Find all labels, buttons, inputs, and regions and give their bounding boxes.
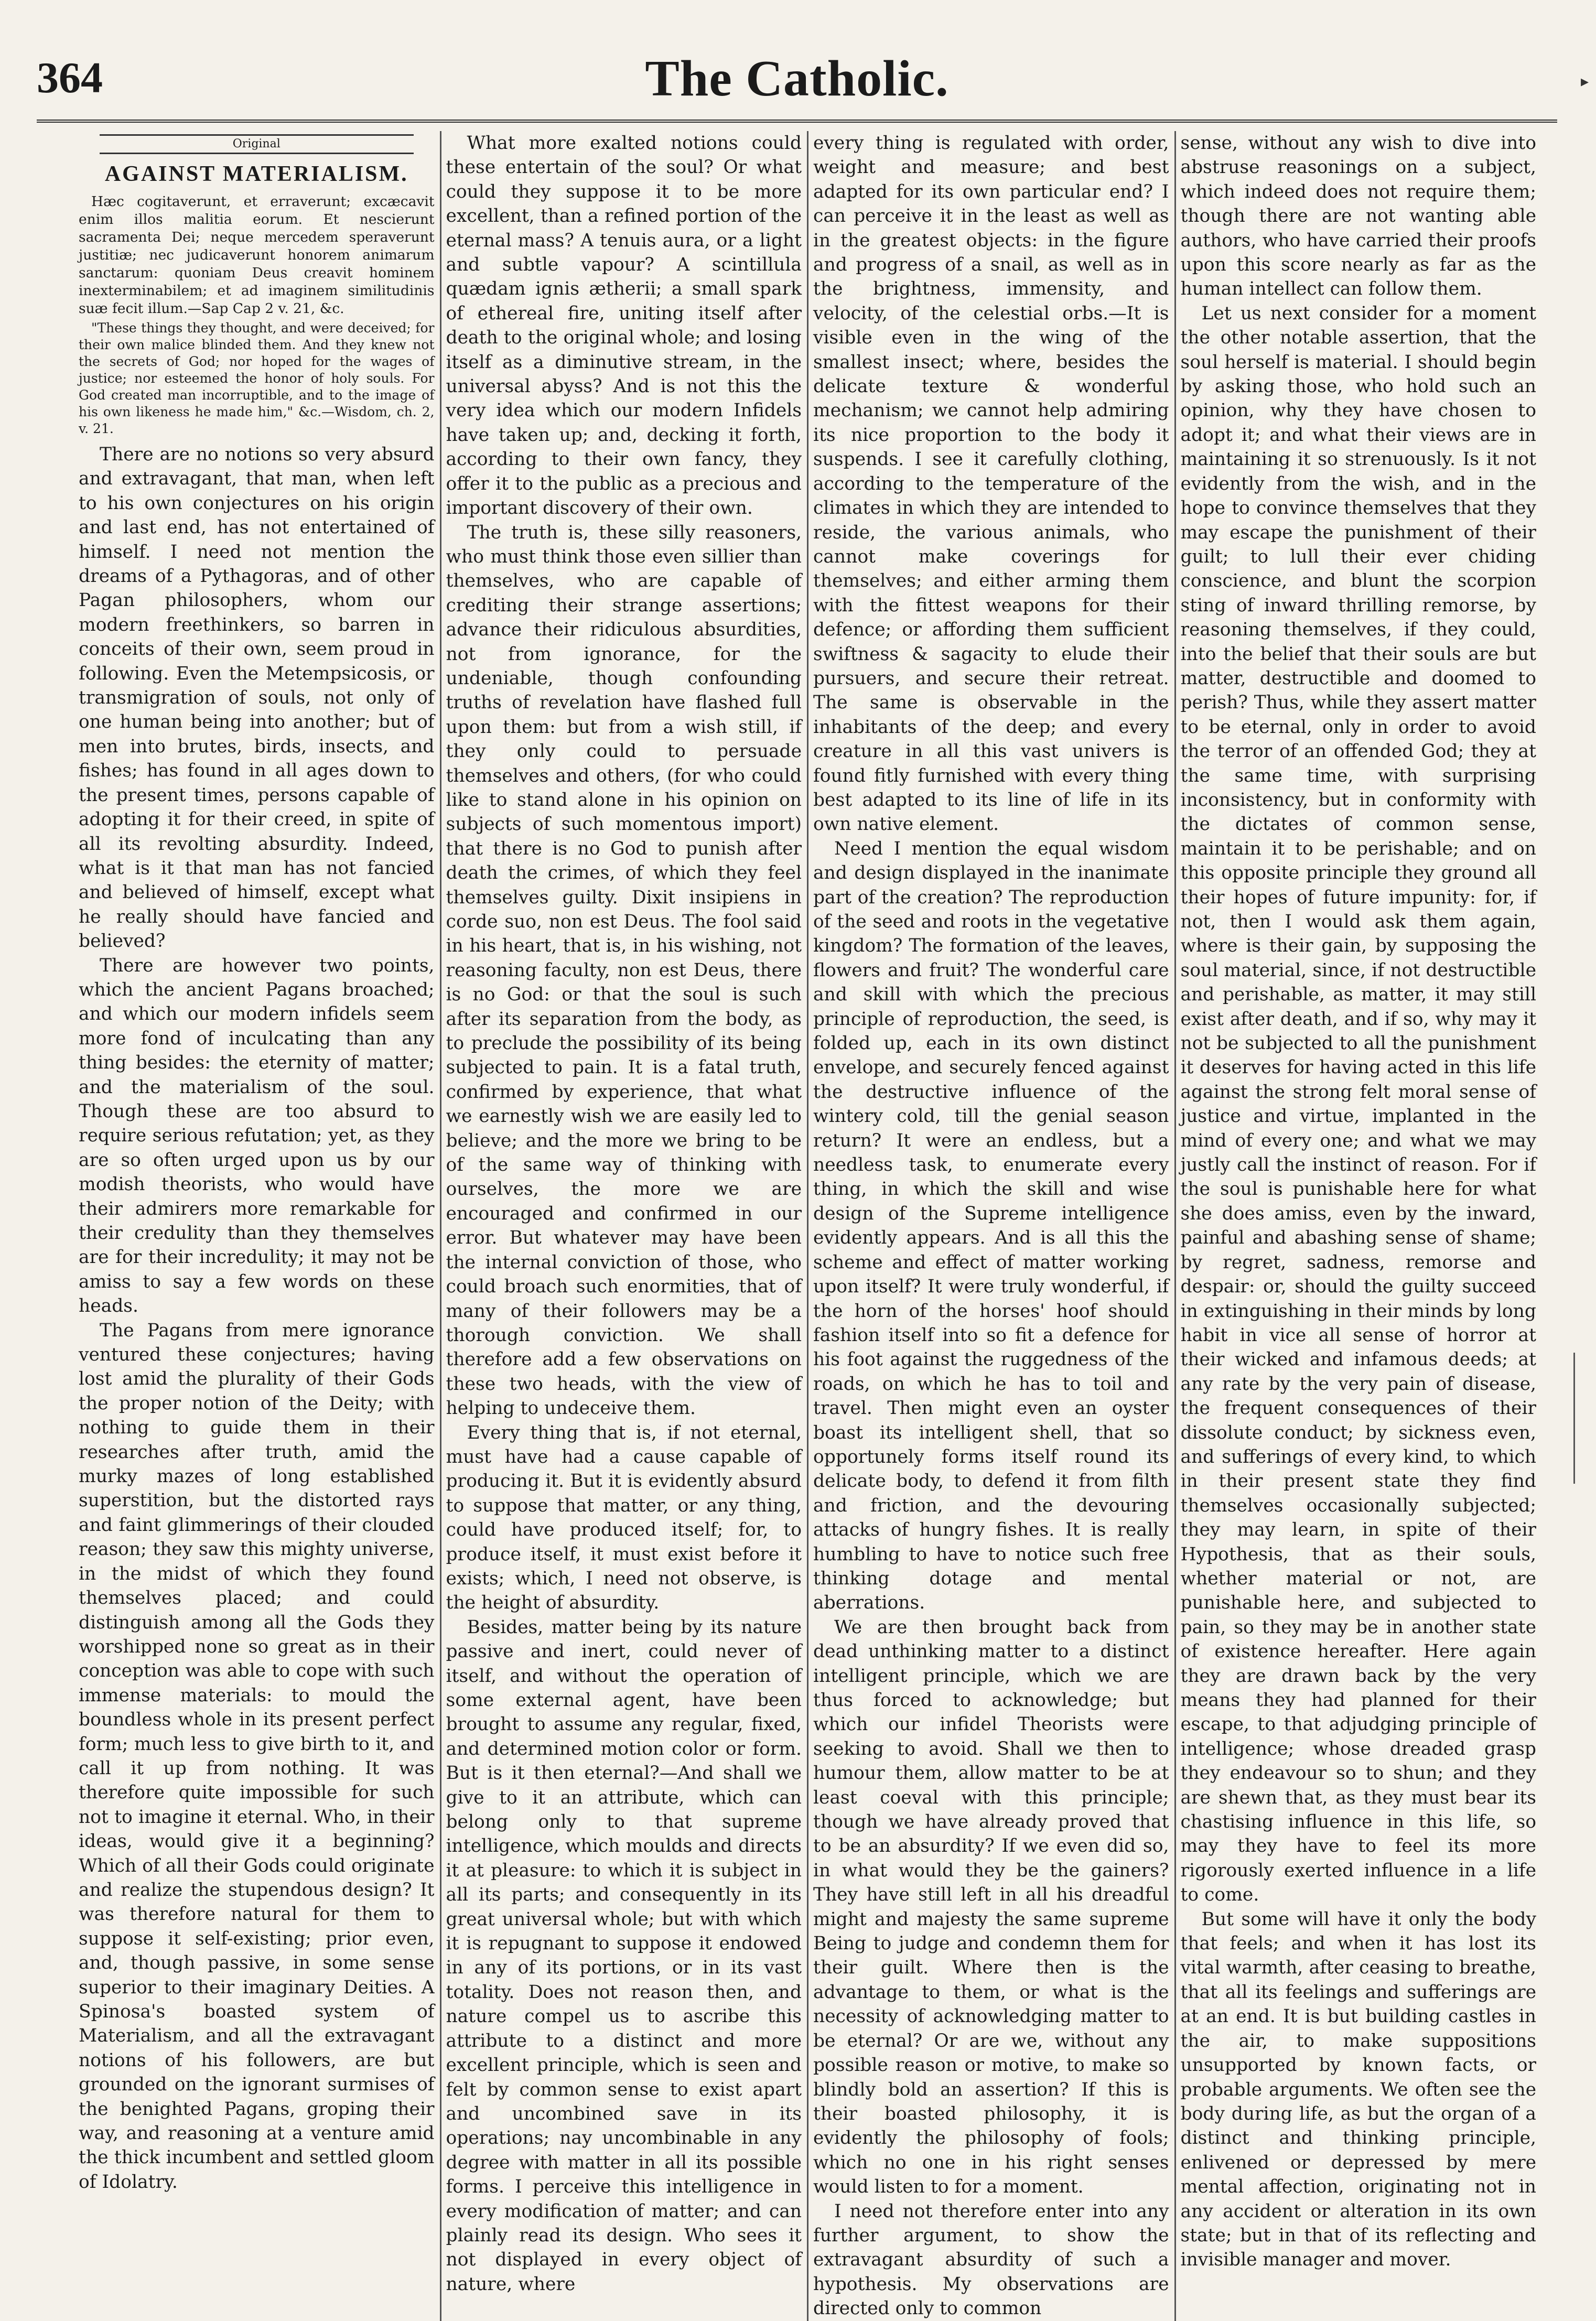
column-3 [813,131,1169,2321]
margin-mark: ▸ [1580,72,1589,91]
paragraph: Besides, matter being by its nature passive and inert, could never of itself, and without the operation of some external agent, have been brought to assume any regular, fixed, and determined motion color or form. But is it then eternal?—And shall we give to it an attribute, which can belong only to that supreme intelligence, which moulds and directs it at pleasure: to which it is subject in all its parts; and consequently in its great universal whole; but with which it is repugnant to suppose it endowed in any of its portions, or in its vast totality. Does not reason then, and nature compel us to ascribe this attribute to a distinct and more excellent principle, which is seen and felt by common sense to exist apart and uncombined save in its operations; nay uncombinable in any degree with matter in all its possible forms. I perceive this intelligence in every modification of matter; and can plainly read its design. Who sees it not displayed in every object of nature, where [446,1616,802,2295]
paragraph: Let us next consider for a moment the other notable assertion, that the soul herself is material. I should begin by asking those, who hold such an opinion, why they have chosen to adopt it; and what their views are in maintaining it so strenuously. Is it not evidently from the wish, and in the hope to convince themselves that they may escape the punishment of their guilt; to lull their ever chiding conscience, and blunt the scorpion sting of inward thrilling remorse, by reasoning themselves, if they could, into the belief that their souls are but matter, destructible and doomed to perish? Thus, while they assert matter to be eternal, only in order to avoid the terror of an offended God; they at the same time, with surprising inconsistency, but in conformity with the dictates of common sense, maintain it to be perishable; and on this opposite principle they ground all their hopes of future impunity: for, if not, then I would ask them again, where is their gain, by supposing the soul material, since, if not destructible and perishable, as matter, it may still exist after death, and if so, why may it not be subjected to all the punishment it deserves for having acted in this life against the strong felt moral sense of justice and virtue, implanted in the mind of every one; and what we may justly call the instinct of reason. For if the soul is punishable here for what she does amiss, even by the inward, painful and abashing sense of shame; by regret, sadness, remorse and despair: or, should the guilty succeed in extinguishing in their minds by long habit in vice all sense of horror at their wicked and infamous deeds; at any rate by the very pain of disease, the frequent consequences of their dissolute conduct; by sickness even, and sufferings of every kind, to which in their present state they find themselves occasionally subjected; they may learn, in spite of their Hypothesis, that as their souls, whether material or not, are punishable here, and subjected to pain, so they may be in another state of existence hereafter. Here again they are drawn back by the very means they had planned for their escape, to that adjudging principle of intelligence; whose dreaded grasp they endeavour so to shun; and they are shewn that, as they must bear its chastising influence in this life, so may they have to feel its more rigorously exerted influence in a life to come. [1180,303,1536,1906]
page-number: 364 [37,53,103,102]
paragraph: every thing is regulated with order, weight and measure; and best adapted for its own particular end? I can perceive it in the least as well as in the greatest objects: in the figure and progress of a snail, as well as in the brightness, immensity, and velocity, of the celestial orbs.—It is visible even in the wing of the smallest insect; where, besides the delicate texture & wonderful mechanism; we cannot help admiring its nice proportion to the body it suspends. I see it carefully clothing, according to the temperature of the climates in which they are intended to reside, the various animals, who cannot make coverings for themselves; and either arming them with the fittest weapons for their defence; or affording them sufficient swiftness & sagacity to elude their pursuers, and secure their retreat. The same is observable in the inhabitants of the deep; and every creature in all this vast univers is found fitly furnished with every thing best adapted to its line of life in its own native element. [813,133,1169,835]
text-columns [79,131,1536,2319]
masthead-title: The Catholic. [645,50,949,107]
paragraph: sense, without any wish to dive into abstruse reasonings on a subject, which indeed does not require them; though there are not wanting able authors, who have carried their proofs upon this score nearly as far as the human intellect can follow them. [1180,133,1536,300]
article-title: AGAINST MATERIALISM. [104,162,408,186]
paragraph: I need not therefore enter into any further argument, to show the extravagant absurdity of such a hypothesis. My observations are directed only to common [813,2200,1169,2319]
paragraph: There are however two points, which the ancient Pagans broached; and which our modern infidels seem more fond of inculcating than any thing besides: the eternity of matter; and the materialism of the soul. Though these are too absurd to require serious refutation; yet, as they are so often urged upon us by our modish theorists, who would have their admirers more remarkable for their credulity than they themselves are for their incredulity; it may not be amiss to say a few words on these heads. [79,955,435,1317]
header-rule [37,120,1557,123]
paragraph: There are no notions so very absurd and extravagant, that man, when left to his own conjectures on his origin and last end, has not entertained of himself. I need not mention the dreams of a Pythagoras, and of other Pagan philosophers, whom our modern freethinkers, so barren in conceits of their own, seem proud in following. Even the Metempsicosis, or transmigration of souls, not only of one human being into another; but of men into brutes, birds, insects, and fishes; has found in all ages down to the present times, persons capable of adopting it for their creed, in spite of all its revolting absurdity. Indeed, what is it that man has not fancied and believed of himself, except what he really should have fancied and believed? [79,444,435,952]
epigraph [79,193,435,437]
paragraph: What more exalted notions could these entertain of the soul? Or what could they suppose it to be more excellent, than a refined portion of the eternal mass? A tenuis aura, or a light and subtle vapour? A scintillula quædam ignis ætherii; a small spark of ethereal fire, uniting itself after death to the original whole; and losing itself as a diminutive stream, in the universal abyss? And is not this the very idea which our modern Infidels have taken up; and, decking it forth, according to their own fancy, they offer it to the public as a precious and important discovery of their own. [446,133,802,519]
paragraph: Every thing that is, if not eternal, must have had a cause capable of producing it. But it is evidently absurd to suppose that matter, or any thing, could have produced itself; for, to produce itself, it must exist before it exists; which, I need not observe, is the height of absurdity. [446,1422,802,1614]
epigraph-translation: "These things they thought, and were deceived; for their own malice blinded them. And they knew not the secrets of God; nor hoped for the wages of justice; nor esteemed the honor of holy souls. For God created man incorruptible, and to the image of his own likeness he made him," &c.—Wisdom, ch. 2, v. 21. [79,320,435,436]
column-4 [1181,131,1537,2321]
column-2 [446,131,802,2321]
paragraph: The Pagans from mere ignorance ventured these conjectures; having lost amid the plurality of their Gods the proper notion of the Deity; with nothing to guide them in their researches after truth, amid the murky mazes of long established superstition, but the distorted rays and faint glimmerings of their clouded reason; they saw this mighty universe, in the midst of which they found themselves placed; and could distinguish among all the Gods they worshipped none so great as in their conception was able to cope with such immense materials: to mould the boundless whole in its present perfect form; much less to give birth to it, and call it up from nothing. It was therefore quite impossible for such not to imagine it eternal. Who, in their ideas, would give it a beginning? Which of all their Gods could originate and realize the stupendous design? It was therefore natural for them to suppose it self-existing; prior even, and, though passive, in some sense superior to their imaginary Deities. A Spinosa's boasted system of Materialism, and all the extravagant notions of his followers, are but grounded on the ignorant surmises of the benighted Pagans, groping their way, and reasoning at a venture amid the thick incumbent and settled gloom of Idolatry. [79,1320,435,2193]
epigraph-latin: Hæc cogitaverunt, et erraverunt; excæcavit enim illos malitia eorum. Et nescierunt sacramenta Dei; neque mercedem speraverunt justitiæ; nec judicaverunt honorem animarum sanctarum: quoniam Deus creavit hominem inexterminabilem; et ad imaginem similitudinis suæ fecit illum.—Sap Cap 2 v. 21, &c. [79,193,435,317]
paragraph: We are then brought back from dead unthinking matter to a distinct intelligent principle, which we are thus forced to acknowledge; but which our infidel Theorists were seeking to avoid. Shall we then to humour them, allow matter to be at least coeval with this principle; though we have already proved that to be an absurdity? If we even did so, in what would they be the gainers? They have still left in all his dreadful might and majesty the same supreme Being to judge and condemn them for their guilt. Where then is the advantage to them, or what is the necessity of acknowledging matter to be eternal? Or are we, without any possible reason or motive, to make so blindly bold an assertion? If this is their boasted philosophy, it is evidently the philosophy of fools; which no one in his right senses would listen to for a moment. [813,1616,1169,2198]
paragraph: The truth is, these silly reasoners, who must think those even sillier than themselves, who are capable of crediting their strange assertions; advance their ridiculous absurdities, not from ignorance, for the undeniable, though confounding truths of revelation have flashed full upon them: but from a wish still, if they only could to persuade themselves and others, (for who could like to stand alone in his opinion on subjects of such momentous import) that there is no God to punish after death the crimes, of which they feel themselves guilty. Dixit insipiens in corde suo, non est Deus. The fool said in his heart, that is, in his wishing, not reasoning faculty, non est Deus, there is no God: or that the soul is such after its separation from the body, as to preclude the possibility of its being subjected to pain. It is a fatal truth, confirmed by experience, that what we earnestly wish we are easily led to believe; and the more we bring to be of the same way of thinking with ourselves, the more we are encouraged and confirmed in our error. But whatever may have been the internal conviction of those, who could broach such enormities, that of many of their followers may be a thorough conviction. We shall therefore add a few observations on these two heads, with the view of helping to undeceive them. [446,522,802,1419]
page-header [37,37,1557,105]
paragraph: Need I mention the equal wisdom and design displayed in the inanimate part of the creation? The reproduction of the seed and roots in the vegetative kingdom? The formation of the leaves, flowers and fruit? The wonderful care and skill with which the precious principle of reproduction, the seed, is folded up, each in its own distinct envelope, and securely fenced against the destructive influence of the wintery cold, till the genial season return? It were an endless, but a needless task, to enumerate every thing, in which the skill and wise design of the Supreme intelligence evidently appears. And is all this the scheme and effect of matter working upon itself? It were truly wonderful, if the horn of the horses' hoof should fashion itself into so fit a defence for his foot against the ruggedness of the roads, on which he has to toil and travel. Then might even an oyster boast its intelligent shell, that so opportunely forms itself round its delicate body, to defend it from filth and friction, and the devouring attacks of hungry fishes. It is really humbling to have to notice such free thinking dotage and mental aberrations. [813,838,1169,1614]
paragraph: But some will have it only the body that feels; and when it has lost its vital warmth, after ceasing to breathe, that all its feelings and sufferings are at an end. It is but building castles in the air, to make suppositions unsupported by known facts, or probable arguments. We often see the body during life, as but the organ of a distinct and thinking principle, enlivened or depressed by mere mental affection, originating not in any accident or alteration in its own state; but in that of its reflecting and invisible manager and mover. [1180,1908,1536,2271]
margin-rule [1573,1353,1575,1484]
column-1 [79,131,435,2321]
section-label: Original [100,134,414,154]
